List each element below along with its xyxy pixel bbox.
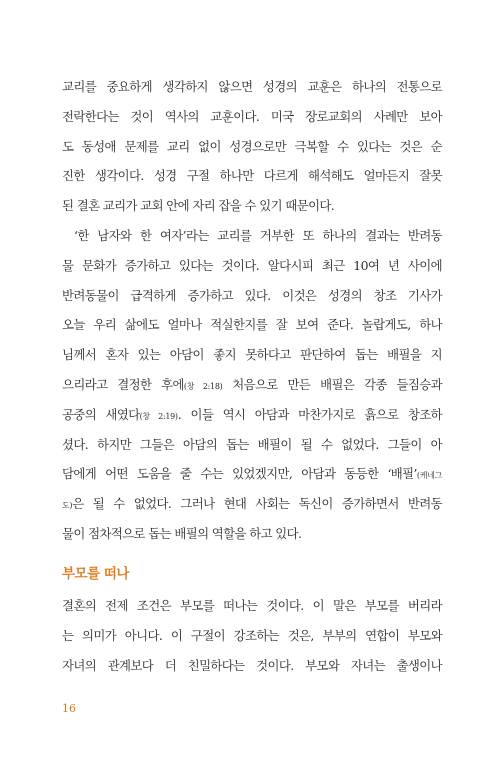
text-line: 반려동물이 급격하게 증가하고 있다. 이것은 성경의 창조 기사가 xyxy=(62,287,442,303)
text-line xyxy=(62,459,442,489)
text-line: 는 의미가 아니다. 이 구절이 강조하는 것은, 부부의 연합이 부모와 xyxy=(62,627,442,643)
text-segment: 공중의 새였다 xyxy=(62,406,140,422)
text-line: 오늘 우리 삶에도 얼마나 적실한지를 잘 보여 준다. 놀랍게도, 하나 xyxy=(62,317,442,333)
page-number: 16 xyxy=(62,702,76,715)
text-line: 전락한다는 것이 역사의 교훈이다. 미국 장로교회의 사례만 보아 xyxy=(62,108,442,124)
text-line: 님께서 혼자 있는 아담이 좋지 못하다고 판단하여 돕는 배필을 지 xyxy=(62,347,442,363)
text-line: 진한 생각이다. 성경 구절 하나만 다르게 해석해도 얼마든지 잘못 xyxy=(62,168,442,184)
text-line: ‘한 남자와 한 여자’라는 교리를 거부한 또 하나의 결과는 반려동 xyxy=(74,227,442,243)
text-segment: 은 될 수 없었다. 그러나 현대 사회는 독신이 증가하면서 반려동 xyxy=(72,496,442,512)
text-segment: 으리라고 결정한 후에 xyxy=(62,376,184,392)
section-heading: 부모를 떠나 xyxy=(62,566,129,582)
text-line: 셨다. 하지만 그들은 아담의 돕는 배필이 될 수 없었다. 그들이 아 xyxy=(62,436,442,452)
text-line: 된 결혼 교리가 교회 안에 자리 잡을 수 있기 때문이다. xyxy=(62,198,335,214)
text-line: 자녀의 관계보다 더 친밀하다는 것이다. 부모와 자녀는 출생이나 xyxy=(62,657,442,673)
text-line: 결혼의 전제 조건은 부모를 떠나는 것이다. 이 말은 부모를 버리라 xyxy=(62,598,442,613)
text-line: 도 동성애 문제를 교리 없이 성경으로만 극복할 수 있다는 것은 순 xyxy=(62,138,442,154)
text-line: 물 문화가 증가하고 있다는 것이다. 알다시피 최근 10여 년 사이에 xyxy=(62,257,442,273)
hebrew-transliteration: (케네그 xyxy=(416,471,442,481)
body-text xyxy=(62,72,442,549)
text-line xyxy=(62,400,442,430)
scripture-reference: (창 2:19) xyxy=(139,411,178,421)
text-line: 물이 점차적으로 돕는 배필의 역할을 하고 있다. xyxy=(62,525,302,541)
scripture-reference: (창 2:18) xyxy=(183,381,223,391)
text-segment: . 이들 역시 아담과 마찬가지로 흙으로 창조하 xyxy=(177,406,442,422)
text-line: 교리를 중요하게 생각하지 않으면 성경의 교훈은 하나의 전통으로 xyxy=(62,79,442,94)
hebrew-transliteration: 도) xyxy=(62,501,73,511)
text-segment: 담에게 어떤 도움을 줄 수는 있었겠지만, 아담과 동등한 ‘배필’ xyxy=(62,466,417,482)
body-text xyxy=(62,591,442,680)
text-line xyxy=(62,489,442,519)
text-segment: 처음으로 만든 배필은 각종 들짐승과 xyxy=(222,376,442,392)
text-line xyxy=(62,370,442,400)
